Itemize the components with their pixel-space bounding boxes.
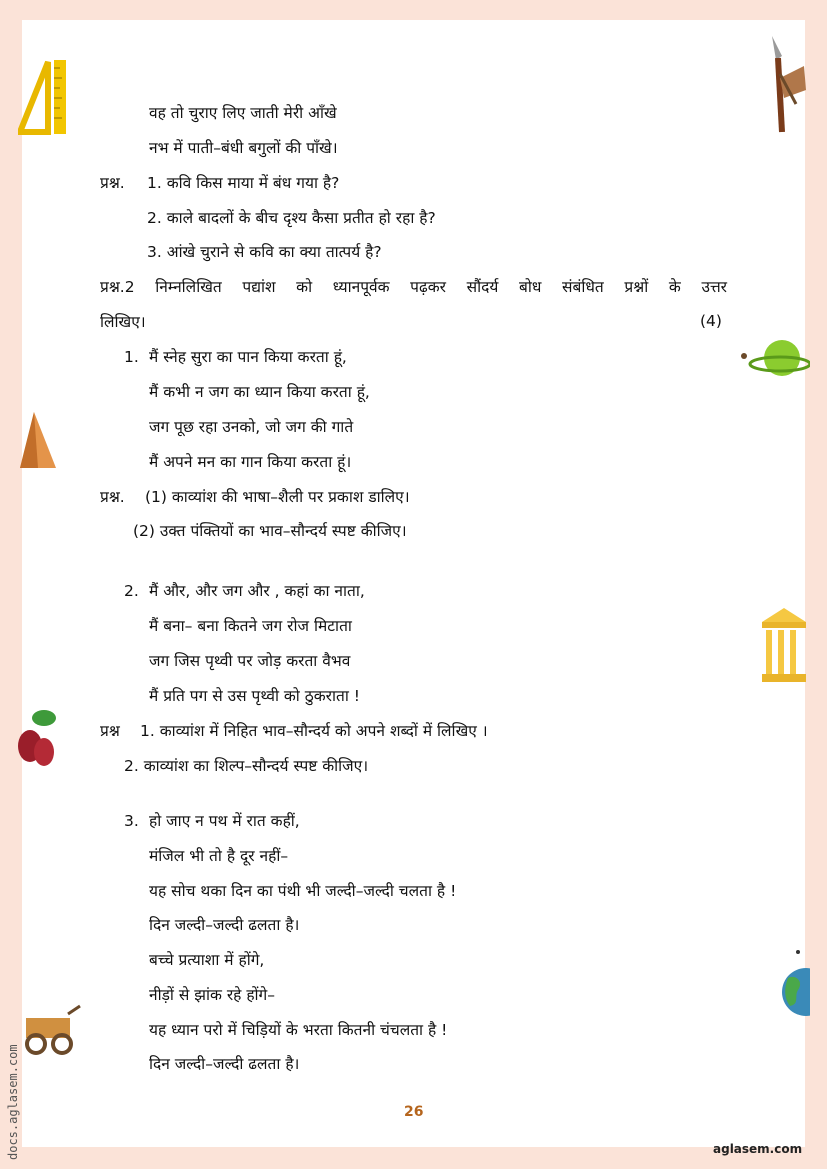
question-item: 1. काव्यांश में निहित भाव–सौन्दर्य को अपने शब्दों में लिखिए ।	[140, 722, 488, 740]
site-name: aglasem.com	[713, 1142, 803, 1156]
poem-line: जग पूछ रहा उनको, जो जग की गाते	[149, 418, 354, 436]
poem-line: बच्चे प्रत्याशा में होंगे,	[149, 951, 265, 969]
stanza-line: नभ में पाती–बंधी बगुलों की पाँखे।	[149, 139, 338, 157]
fruit-icon	[18, 706, 58, 776]
page	[22, 20, 805, 1147]
poem-line: दिन जल्दी–जल्दी ढलता है।	[149, 1055, 300, 1073]
poem-line: जग जिस पृथ्वी पर जोड़ करता वैभव	[149, 652, 351, 670]
question-item: 2. काले बादलों के बीच दृश्य कैसा प्रतीत हो रहा है?	[147, 209, 436, 227]
poem-line: यह सोच थका दिन का पंथी भी जल्दी–जल्दी चलता है !	[149, 882, 457, 900]
page-number: 26	[404, 1104, 424, 1120]
question-item: (2) उक्त पंक्तियों का भाव–सौन्दर्य स्पष्ट कीजिए।	[133, 522, 407, 540]
question-label: प्रश्न.	[100, 174, 125, 192]
question-2-heading: प्रश्न.2 निम्नलिखित पद्यांश को ध्यानपूर्वक पढ़कर सौंदर्य बोध संबंधित प्रश्नों के उत्तर	[100, 278, 727, 296]
question-item: 1. कवि किस माया में बंध गया है?	[147, 174, 340, 192]
spear-icon	[766, 34, 810, 134]
poem-line: मैं अपने मन का गान किया करता हूं।	[149, 453, 352, 471]
poem-line: यह ध्यान परो में चिड़ियों के भरता कितनी चंचलता है !	[149, 1021, 448, 1039]
poem-number: 3.	[124, 812, 139, 830]
poem-line: मंजिल भी तो है दूर नहीं–	[149, 847, 289, 865]
cart-icon	[20, 1000, 82, 1056]
pyramid-icon	[18, 410, 58, 470]
marks-label: (4)	[700, 312, 722, 330]
watermark: docs.aglasem.com	[6, 1044, 20, 1160]
temple-icon	[760, 606, 808, 684]
question-2-heading-cont: लिखिए।	[100, 313, 146, 331]
question-item: (1) काव्यांश की भाषा–शैली पर प्रकाश डालिए।	[145, 488, 410, 506]
poem-number: 2.	[124, 582, 139, 600]
poem-line: मैं कभी न जग का ध्यान किया करता हूं,	[149, 383, 370, 401]
earth-icon	[776, 948, 810, 1018]
poem-line: मैं प्रति पग से उस पृथ्वी को ठुकराता !	[149, 687, 360, 705]
stanza-line: वह तो चुराए लिए जाती मेरी आँखे	[149, 104, 337, 122]
question-label: प्रश्न	[100, 722, 120, 740]
question-label: प्रश्न.	[100, 488, 125, 506]
poem-line: नीड़ों से झांक रहे होंगे–	[149, 986, 276, 1004]
poem-line: मैं स्नेह सुरा का पान किया करता हूं,	[149, 348, 347, 366]
question-item: 3. आंखे चुराने से कवि का क्या तात्पर्य है?	[147, 243, 382, 261]
poem-line: हो जाए न पथ में रात कहीं,	[149, 812, 300, 830]
planet-icon	[740, 336, 810, 384]
poem-line: मैं और, और जग और , कहां का नाता,	[149, 582, 365, 600]
question-item: 2. काव्यांश का शिल्प–सौन्दर्य स्पष्ट कीजिए।	[124, 757, 369, 775]
poem-line: दिन जल्दी–जल्दी ढलता है।	[149, 916, 300, 934]
poem-line: मैं बना– बना कितने जग रोज मिटाता	[149, 617, 352, 635]
poem-number: 1.	[124, 348, 139, 366]
ruler-icon	[18, 58, 68, 136]
